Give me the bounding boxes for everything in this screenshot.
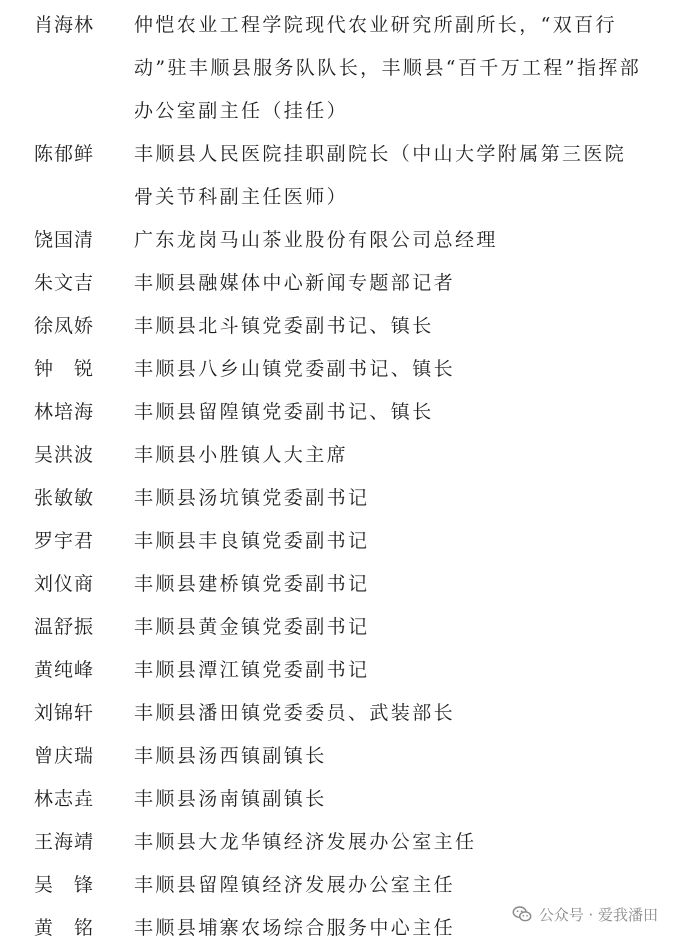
person-name: 林培海 xyxy=(34,401,95,423)
watermark-text: 公众号 · 爱我潘田 xyxy=(538,905,658,924)
list-item xyxy=(0,219,684,262)
person-role: 丰顺县留隍镇党委副书记、镇长 xyxy=(134,401,434,423)
list-item xyxy=(0,4,684,133)
person-name: 刘锦轩 xyxy=(34,702,95,724)
person-role: 丰顺县潘田镇党委委员、武装部长 xyxy=(134,702,456,724)
list-item xyxy=(0,391,684,434)
person-role: 丰顺县丰良镇党委副书记 xyxy=(134,530,370,552)
wechat-icon xyxy=(511,903,533,925)
person-name: 曾庆瑞 xyxy=(34,745,95,767)
person-role: 丰顺县人民医院挂职副院长（中山大学附属第三医院骨关节科副主任医师） xyxy=(134,143,627,208)
person-name: 温舒振 xyxy=(34,616,95,638)
person-role: 丰顺县潭江镇党委副书记 xyxy=(134,659,370,681)
person-name: 黄纯峰 xyxy=(34,659,95,681)
person-name: 吴洪波 xyxy=(34,444,95,466)
person-role: 丰顺县留隍镇经济发展办公室主任 xyxy=(134,874,456,896)
person-name: 朱文吉 xyxy=(34,272,95,294)
list-item xyxy=(0,305,684,348)
list-item xyxy=(0,563,684,606)
person-name: 林志垚 xyxy=(34,788,95,810)
list-item xyxy=(0,133,684,219)
person-role: 广东龙岗马山茶业股份有限公司总经理 xyxy=(134,229,498,251)
list-item xyxy=(0,606,684,649)
person-name: 吴 锋 xyxy=(34,874,95,896)
list-item xyxy=(0,864,684,907)
person-name: 钟 锐 xyxy=(34,358,95,380)
list-item xyxy=(0,692,684,735)
person-name: 罗宇君 xyxy=(34,530,95,552)
person-name: 张敏敏 xyxy=(34,487,95,509)
person-name: 陈郁鲜 xyxy=(34,143,95,165)
person-role: 丰顺县汤坑镇党委副书记 xyxy=(134,487,370,509)
person-role: 丰顺县建桥镇党委副书记 xyxy=(134,573,370,595)
person-role: 丰顺县大龙华镇经济发展办公室主任 xyxy=(134,831,477,853)
roster-list xyxy=(0,4,684,950)
person-name: 刘仪商 xyxy=(34,573,95,595)
watermark xyxy=(511,903,658,925)
list-item xyxy=(0,434,684,477)
person-role: 丰顺县小胜镇人大主席 xyxy=(134,444,349,466)
list-item xyxy=(0,649,684,692)
person-name: 王海靖 xyxy=(34,831,95,853)
person-role: 仲恺农业工程学院现代农业研究所副所长，“双百行动”驻丰顺县服务队队长，丰顺县“百千万工程”指挥部办公室副主任（挂任） xyxy=(134,14,642,122)
person-role: 丰顺县汤南镇副镇长 xyxy=(134,788,327,810)
person-role: 丰顺县埔寨农场综合服务中心主任 xyxy=(134,917,456,939)
person-name: 黄 铭 xyxy=(34,917,95,939)
person-role: 丰顺县黄金镇党委副书记 xyxy=(134,616,370,638)
list-item xyxy=(0,778,684,821)
person-name: 徐凤娇 xyxy=(34,315,95,337)
person-name: 饶国清 xyxy=(34,229,95,251)
person-name: 肖海林 xyxy=(34,14,95,36)
person-role: 丰顺县融媒体中心新闻专题部记者 xyxy=(134,272,456,294)
list-item xyxy=(0,520,684,563)
list-item xyxy=(0,735,684,778)
person-role: 丰顺县汤西镇副镇长 xyxy=(134,745,327,767)
list-item xyxy=(0,821,684,864)
person-role: 丰顺县北斗镇党委副书记、镇长 xyxy=(134,315,434,337)
list-item xyxy=(0,262,684,305)
list-item xyxy=(0,348,684,391)
person-role: 丰顺县八乡山镇党委副书记、镇长 xyxy=(134,358,456,380)
list-item xyxy=(0,477,684,520)
